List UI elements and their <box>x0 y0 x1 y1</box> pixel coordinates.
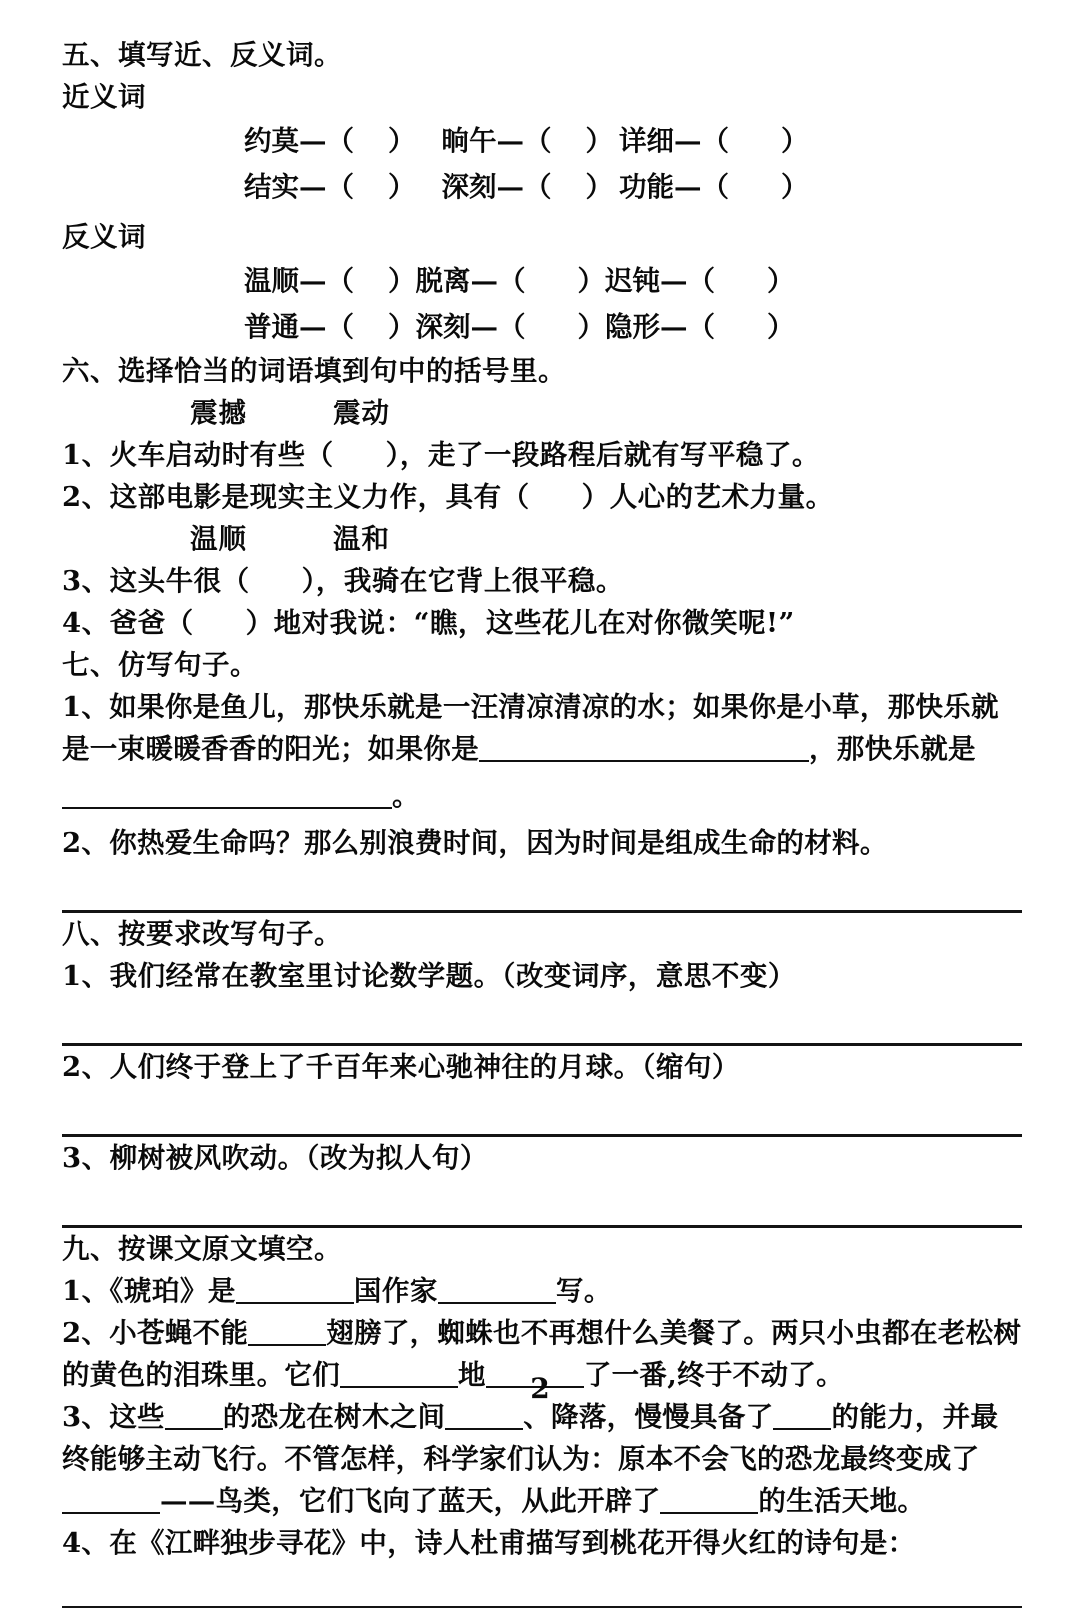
section-6-heading: 六、选择恰当的词语填到句中的括号里。 <box>62 355 566 387</box>
fill-blank[interactable] <box>660 1486 758 1514</box>
fill-blank[interactable] <box>248 1318 326 1346</box>
synonym-row-2 <box>62 164 1022 210</box>
fill-blank[interactable] <box>479 734 809 762</box>
synonym-item: 约莫—（ ） <box>244 125 416 157</box>
wordbank-option: 震撼 <box>190 397 247 429</box>
page-number: 2 <box>530 1372 550 1405</box>
fill-blank[interactable] <box>62 1486 160 1514</box>
section-8-heading: 八、按要求改写句子。 <box>62 918 342 950</box>
antonym-item: 普通—（ ） <box>244 311 416 343</box>
section-5-heading: 五、填写近、反义词。 <box>62 39 342 71</box>
wordbank-option: 温顺 <box>190 523 247 555</box>
synonym-item: 深刻—（ ） <box>441 171 613 203</box>
section-5-synonym-label: 近义词 <box>62 81 146 113</box>
section-6-wordbank-2 <box>62 518 1022 560</box>
antonym-item: 迟钝—（ ） <box>605 265 795 297</box>
fill-blank[interactable] <box>62 781 392 809</box>
section-6-wordbank-1 <box>62 392 1022 434</box>
fill-blank[interactable] <box>445 1402 523 1430</box>
synonym-item: 结实—（ ） <box>244 171 416 203</box>
wordbank-option: 温和 <box>333 523 390 555</box>
section-7-question-1: 1、如果你是鱼儿，那快乐就是一汪清凉清凉的水；如果你是小草，那快乐就是一束暖暖香香的阳光；如果你是 ，那快乐就是 <box>62 691 999 765</box>
antonym-row-1 <box>62 258 1022 304</box>
section-8-question-2: 2、人们终于登上了千百年来心驰神往的月球。（缩句） <box>62 1051 740 1083</box>
fill-blank[interactable] <box>438 1276 556 1304</box>
antonym-item: 深刻—（ ） <box>415 311 605 343</box>
section-7-question-1-continued: 。 <box>62 770 1022 822</box>
antonym-item: 温顺—（ ） <box>244 265 416 297</box>
synonym-row-1 <box>62 118 1022 164</box>
fill-blank[interactable] <box>773 1402 831 1430</box>
wordbank-option: 震动 <box>333 397 390 429</box>
section-5-antonym-label: 反义词 <box>62 221 146 253</box>
fill-blank[interactable] <box>165 1402 223 1430</box>
synonym-item: 功能—（ ） <box>619 171 809 203</box>
section-9-question-3: 3、这些 的恐龙在树木之间 、降落，慢慢具备了 的能力，并最终能够主动飞行。不管怎样，科学家们认为：原本不会飞的恐龙最终变成了——鸟类，它们飞向了蓝天，从此开辟了 的生活天地。 <box>62 1401 999 1517</box>
section-8-question-3: 3、柳树被风吹动。（改为拟人句） <box>62 1142 488 1174</box>
section-9-heading: 九、按课文原文填空。 <box>62 1233 342 1265</box>
section-7-heading: 七、仿写句子。 <box>62 649 258 681</box>
synonym-item: 详细—（ ） <box>619 125 809 157</box>
antonym-row-2 <box>62 304 1022 350</box>
section-6-question-1: 1、火车启动时有些（ ），走了一段路程后就有写平稳了。 <box>62 439 820 471</box>
fill-blank[interactable] <box>236 1276 354 1304</box>
section-6-question-2: 2、这部电影是现实主义力作，具有（ ）人心的艺术力量。 <box>62 481 834 513</box>
section-7-question-2: 2、你热爱生命吗？那么别浪费时间，因为时间是组成生命的材料。 <box>62 827 888 859</box>
synonym-item: 晌午—（ ） <box>441 125 613 157</box>
antonym-item: 隐形—（ ） <box>605 311 795 343</box>
section-9-question-4: 4、在《江畔独步寻花》中，诗人杜甫描写到桃花开得火红的诗句是： <box>62 1527 916 1559</box>
section-6-question-4: 4、爸爸（ ）地对我说：“瞧，这些花儿在对你微笑呢!” <box>62 607 795 639</box>
section-8-question-1: 1、我们经常在教室里讨论数学题。（改变词序，意思不变） <box>62 960 796 992</box>
section-9-question-2: 2、小苍蝇不能 翅膀了，蜘蛛也不再想什么美餐了。两只小虫都在老松树的黄色的泪珠里。它们 地 了一番,终于不动了。 <box>62 1317 1022 1391</box>
antonym-item: 脱离—（ ） <box>415 265 605 297</box>
section-6-question-3: 3、这头牛很（ ），我骑在它背上很平稳。 <box>62 565 624 597</box>
section-9-question-1: 1、《琥珀》是 国作家 写。 <box>62 1275 612 1307</box>
